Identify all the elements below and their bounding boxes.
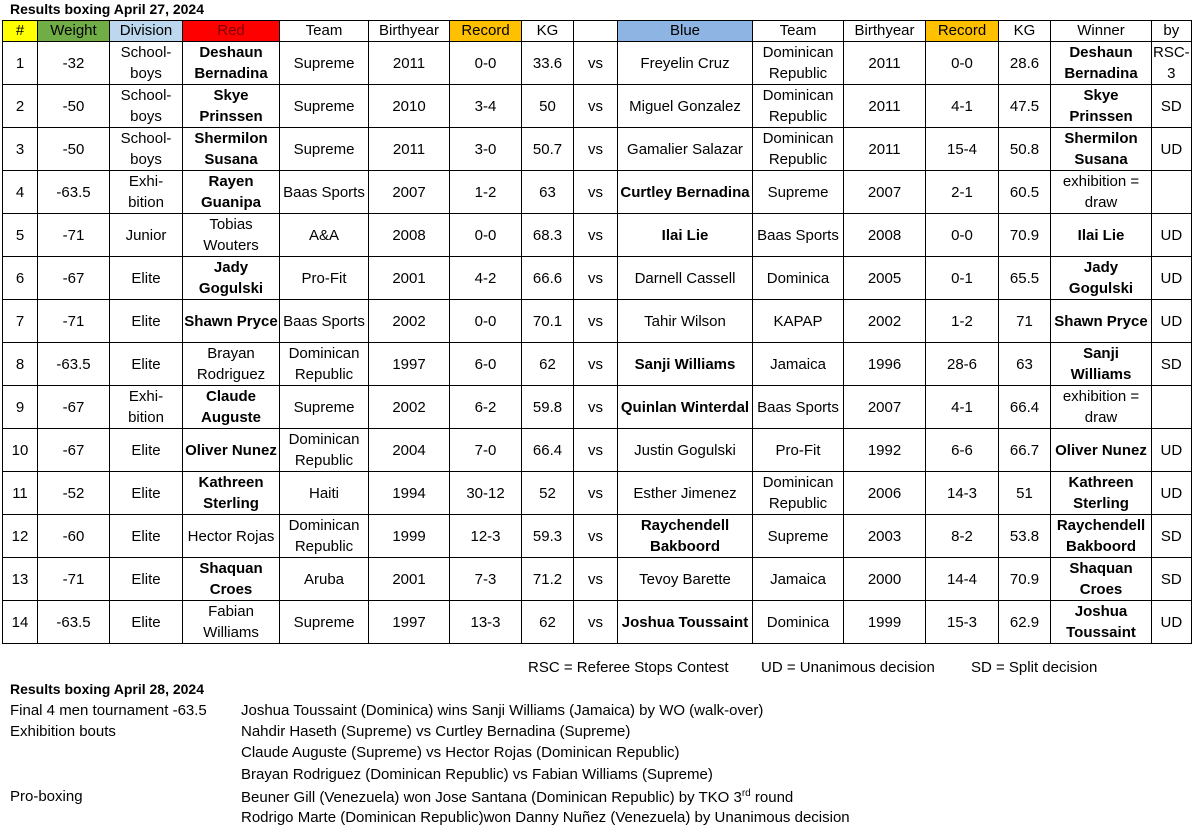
header-blue-birthyear: Birthyear — [844, 21, 926, 42]
cell-method: SD — [1152, 343, 1192, 386]
cell-red-team: Supreme — [280, 42, 369, 85]
cell-red-birthyear: 2002 — [369, 386, 450, 429]
cell-blue-kg: 66.4 — [999, 386, 1051, 429]
cell-winner: Kathreen Sterling — [1051, 472, 1152, 515]
cell-blue-kg: 47.5 — [999, 85, 1051, 128]
cell-method: UD — [1152, 128, 1192, 171]
cell-red-team: Baas Sports — [280, 300, 369, 343]
cell-red-birthyear: 1994 — [369, 472, 450, 515]
cell-red-birthyear: 2004 — [369, 429, 450, 472]
cell-blue-kg: 70.9 — [999, 214, 1051, 257]
cell-weight: -63.5 — [38, 343, 110, 386]
cell-red-birthyear: 1997 — [369, 601, 450, 644]
header-red: Red — [183, 21, 280, 42]
table-row — [3, 558, 1192, 601]
cell-blue-boxer: Miguel Gonzalez — [618, 85, 753, 128]
cell-red-kg: 63 — [522, 171, 574, 214]
cell-red-birthyear: 2008 — [369, 214, 450, 257]
cell-weight: -67 — [38, 429, 110, 472]
table-header-row — [3, 21, 1192, 42]
cell-num: 10 — [3, 429, 38, 472]
cell-blue-birthyear: 1996 — [844, 343, 926, 386]
cell-red-team: A&A — [280, 214, 369, 257]
cell-red-kg: 50.7 — [522, 128, 574, 171]
cell-blue-boxer: Esther Jimenez — [618, 472, 753, 515]
cell-red-boxer: Tobias Wouters — [183, 214, 280, 257]
legend-rsc: RSC = Referee Stops Contest — [528, 659, 729, 676]
cell-red-team: Dominican Republic — [280, 515, 369, 558]
results-table — [2, 20, 1192, 644]
cell-red-birthyear: 2002 — [369, 300, 450, 343]
cell-red-kg: 50 — [522, 85, 574, 128]
header-blue: Blue — [618, 21, 753, 42]
cell-weight: -63.5 — [38, 601, 110, 644]
cell-red-record: 12-3 — [450, 515, 522, 558]
cell-division: Elite — [110, 257, 183, 300]
cell-red-team: Supreme — [280, 386, 369, 429]
cell-blue-record: 2-1 — [926, 171, 999, 214]
cell-blue-team: Dominican Republic — [753, 42, 844, 85]
cell-vs: vs — [574, 515, 618, 558]
cell-num: 11 — [3, 472, 38, 515]
exhibition-bout-2: Claude Auguste (Supreme) vs Hector Rojas (Dominican Republic) — [241, 744, 680, 761]
cell-num: 8 — [3, 343, 38, 386]
cell-red-kg: 66.6 — [522, 257, 574, 300]
cell-red-boxer: Rayen Guanipa — [183, 171, 280, 214]
cell-blue-kg: 62.9 — [999, 601, 1051, 644]
cell-blue-birthyear: 1992 — [844, 429, 926, 472]
cell-red-boxer: Shawn Pryce — [183, 300, 280, 343]
cell-red-team: Supreme — [280, 128, 369, 171]
cell-winner: Oliver Nunez — [1051, 429, 1152, 472]
cell-red-kg: 71.2 — [522, 558, 574, 601]
cell-red-record: 0-0 — [450, 42, 522, 85]
cell-weight: -71 — [38, 214, 110, 257]
cell-num: 7 — [3, 300, 38, 343]
cell-num: 13 — [3, 558, 38, 601]
cell-method: SD — [1152, 515, 1192, 558]
header-blue-kg: KG — [999, 21, 1051, 42]
cell-weight: -60 — [38, 515, 110, 558]
table-row — [3, 42, 1192, 85]
header-red-birthyear: Birthyear — [369, 21, 450, 42]
cell-blue-birthyear: 2011 — [844, 128, 926, 171]
cell-blue-kg: 50.8 — [999, 128, 1051, 171]
table-row — [3, 429, 1192, 472]
header-red-kg: KG — [522, 21, 574, 42]
cell-blue-record: 8-2 — [926, 515, 999, 558]
cell-method: UD — [1152, 257, 1192, 300]
cell-red-record: 0-0 — [450, 214, 522, 257]
cell-blue-record: 15-4 — [926, 128, 999, 171]
cell-red-kg: 59.8 — [522, 386, 574, 429]
cell-blue-team: Baas Sports — [753, 386, 844, 429]
cell-method — [1152, 171, 1192, 214]
cell-vs: vs — [574, 257, 618, 300]
cell-weight: -50 — [38, 85, 110, 128]
cell-red-boxer: Hector Rojas — [183, 515, 280, 558]
cell-method: SD — [1152, 85, 1192, 128]
table-row — [3, 601, 1192, 644]
cell-blue-team: Pro-Fit — [753, 429, 844, 472]
cell-red-record: 0-0 — [450, 300, 522, 343]
cell-winner: exhibition = draw — [1051, 386, 1152, 429]
cell-red-record: 7-0 — [450, 429, 522, 472]
cell-red-boxer: Claude Auguste — [183, 386, 280, 429]
cell-red-kg: 62 — [522, 601, 574, 644]
exhibition-bout-1: Nahdir Haseth (Supreme) vs Curtley Bernadina (Supreme) — [241, 723, 631, 740]
cell-red-birthyear: 2011 — [369, 42, 450, 85]
cell-blue-record: 15-3 — [926, 601, 999, 644]
cell-division: Exhi-bition — [110, 171, 183, 214]
cell-num: 5 — [3, 214, 38, 257]
cell-weight: -52 — [38, 472, 110, 515]
cell-blue-team: Jamaica — [753, 558, 844, 601]
cell-red-team: Haiti — [280, 472, 369, 515]
cell-num: 2 — [3, 85, 38, 128]
cell-winner: Shawn Pryce — [1051, 300, 1152, 343]
header-blue-record: Record — [926, 21, 999, 42]
cell-weight: -71 — [38, 558, 110, 601]
cell-blue-record: 14-3 — [926, 472, 999, 515]
cell-red-boxer: Skye Prinssen — [183, 85, 280, 128]
cell-vs: vs — [574, 429, 618, 472]
cell-num: 14 — [3, 601, 38, 644]
cell-blue-boxer: Freyelin Cruz — [618, 42, 753, 85]
cell-blue-birthyear: 2007 — [844, 386, 926, 429]
cell-blue-record: 14-4 — [926, 558, 999, 601]
header-blue-team: Team — [753, 21, 844, 42]
cell-division: Elite — [110, 515, 183, 558]
cell-blue-team: Dominican Republic — [753, 85, 844, 128]
table-row — [3, 386, 1192, 429]
cell-blue-birthyear: 2007 — [844, 171, 926, 214]
legend-sd: SD = Split decision — [971, 659, 1098, 676]
cell-vs: vs — [574, 85, 618, 128]
cell-division: Elite — [110, 558, 183, 601]
cell-division: Exhi-bition — [110, 386, 183, 429]
table-row — [3, 515, 1192, 558]
cell-blue-boxer: Tevoy Barette — [618, 558, 753, 601]
cell-method: UD — [1152, 601, 1192, 644]
cell-num: 12 — [3, 515, 38, 558]
cell-vs: vs — [574, 128, 618, 171]
cell-blue-team: Supreme — [753, 515, 844, 558]
cell-division: Elite — [110, 343, 183, 386]
cell-red-team: Pro-Fit — [280, 257, 369, 300]
cell-blue-birthyear: 2011 — [844, 42, 926, 85]
cell-winner: Deshaun Bernadina — [1051, 42, 1152, 85]
cell-division: Elite — [110, 300, 183, 343]
cell-division: Elite — [110, 472, 183, 515]
cell-red-birthyear: 1997 — [369, 343, 450, 386]
final-result: Joshua Toussaint (Dominica) wins Sanji Williams (Jamaica) by WO (walk-over) — [241, 702, 764, 719]
cell-blue-kg: 63 — [999, 343, 1051, 386]
cell-red-birthyear: 1999 — [369, 515, 450, 558]
pro-bout-1-tail: round — [750, 789, 794, 806]
cell-winner: Shaquan Croes — [1051, 558, 1152, 601]
cell-red-kg: 70.1 — [522, 300, 574, 343]
cell-blue-team: KAPAP — [753, 300, 844, 343]
cell-vs: vs — [574, 171, 618, 214]
cell-blue-record: 4-1 — [926, 85, 999, 128]
cell-vs: vs — [574, 343, 618, 386]
pro-bout-1-ordinal: rd — [741, 788, 751, 799]
table-row — [3, 128, 1192, 171]
cell-blue-birthyear: 1999 — [844, 601, 926, 644]
cell-num: 6 — [3, 257, 38, 300]
cell-blue-boxer: Curtley Bernadina — [618, 171, 753, 214]
title-april-28: Results boxing April 28, 2024 — [10, 681, 204, 697]
title-april-27: Results boxing April 27, 2024 — [10, 1, 204, 17]
cell-blue-kg: 71 — [999, 300, 1051, 343]
cell-blue-team: Dominican Republic — [753, 128, 844, 171]
cell-blue-birthyear: 2008 — [844, 214, 926, 257]
cell-blue-record: 0-0 — [926, 214, 999, 257]
cell-blue-boxer: Darnell Cassell — [618, 257, 753, 300]
cell-red-record: 4-2 — [450, 257, 522, 300]
cell-vs: vs — [574, 300, 618, 343]
table-row — [3, 85, 1192, 128]
cell-red-team: Dominican Republic — [280, 429, 369, 472]
cell-red-kg: 66.4 — [522, 429, 574, 472]
cell-weight: -67 — [38, 386, 110, 429]
cell-blue-kg: 51 — [999, 472, 1051, 515]
cell-division: School-boys — [110, 85, 183, 128]
exhibition-label: Exhibition bouts — [10, 723, 116, 740]
cell-vs: vs — [574, 601, 618, 644]
header-winner: Winner — [1051, 21, 1152, 42]
cell-red-record: 6-0 — [450, 343, 522, 386]
cell-red-boxer: Kathreen Sterling — [183, 472, 280, 515]
cell-vs: vs — [574, 42, 618, 85]
cell-red-birthyear: 2011 — [369, 128, 450, 171]
cell-num: 3 — [3, 128, 38, 171]
cell-weight: -32 — [38, 42, 110, 85]
cell-blue-record: 4-1 — [926, 386, 999, 429]
cell-red-team: Aruba — [280, 558, 369, 601]
cell-red-boxer: Shermilon Susana — [183, 128, 280, 171]
cell-red-kg: 62 — [522, 343, 574, 386]
final-label: Final 4 men tournament -63.5 — [10, 702, 207, 719]
table-row — [3, 300, 1192, 343]
cell-red-team: Baas Sports — [280, 171, 369, 214]
cell-red-boxer: Fabian Williams — [183, 601, 280, 644]
cell-blue-team: Dominica — [753, 257, 844, 300]
cell-blue-boxer: Joshua Toussaint — [618, 601, 753, 644]
cell-vs: vs — [574, 472, 618, 515]
cell-blue-boxer: Justin Gogulski — [618, 429, 753, 472]
cell-method: UD — [1152, 472, 1192, 515]
cell-blue-team: Supreme — [753, 171, 844, 214]
cell-red-record: 1-2 — [450, 171, 522, 214]
cell-method: UD — [1152, 214, 1192, 257]
pro-bout-1-main: Beuner Gill (Venezuela) won Jose Santana (Dominican Republic) by TKO 3 — [241, 789, 742, 806]
cell-red-kg: 59.3 — [522, 515, 574, 558]
cell-red-birthyear: 2001 — [369, 558, 450, 601]
header-by: by — [1152, 21, 1192, 42]
header-red-team: Team — [280, 21, 369, 42]
cell-blue-team: Jamaica — [753, 343, 844, 386]
cell-winner: Jady Gogulski — [1051, 257, 1152, 300]
cell-red-boxer: Oliver Nunez — [183, 429, 280, 472]
cell-blue-record: 1-2 — [926, 300, 999, 343]
header-red-record: Record — [450, 21, 522, 42]
cell-vs: vs — [574, 214, 618, 257]
header-num: # — [3, 21, 38, 42]
cell-red-birthyear: 2010 — [369, 85, 450, 128]
cell-red-record: 7-3 — [450, 558, 522, 601]
cell-blue-boxer: Raychendell Bakboord — [618, 515, 753, 558]
cell-method: UD — [1152, 429, 1192, 472]
cell-blue-kg: 66.7 — [999, 429, 1051, 472]
table-row — [3, 257, 1192, 300]
cell-blue-boxer: Quinlan Winterdal — [618, 386, 753, 429]
cell-method — [1152, 386, 1192, 429]
cell-blue-kg: 28.6 — [999, 42, 1051, 85]
cell-red-birthyear: 2001 — [369, 257, 450, 300]
cell-vs: vs — [574, 386, 618, 429]
cell-blue-birthyear: 2003 — [844, 515, 926, 558]
cell-red-kg: 33.6 — [522, 42, 574, 85]
header-vs-blank — [574, 21, 618, 42]
cell-red-boxer: Deshaun Bernadina — [183, 42, 280, 85]
cell-blue-record: 0-0 — [926, 42, 999, 85]
cell-blue-team: Dominica — [753, 601, 844, 644]
cell-red-team: Supreme — [280, 601, 369, 644]
table-row — [3, 214, 1192, 257]
cell-blue-birthyear: 2002 — [844, 300, 926, 343]
legend-ud: UD = Unanimous decision — [761, 659, 935, 676]
cell-division: Junior — [110, 214, 183, 257]
cell-weight: -67 — [38, 257, 110, 300]
cell-red-record: 3-4 — [450, 85, 522, 128]
cell-winner: Joshua Toussaint — [1051, 601, 1152, 644]
cell-red-boxer: Shaquan Croes — [183, 558, 280, 601]
cell-red-record: 6-2 — [450, 386, 522, 429]
cell-winner: Sanji Williams — [1051, 343, 1152, 386]
pro-boxing-label: Pro-boxing — [10, 788, 83, 805]
cell-blue-boxer: Tahir Wilson — [618, 300, 753, 343]
cell-num: 9 — [3, 386, 38, 429]
cell-red-record: 3-0 — [450, 128, 522, 171]
cell-blue-record: 6-6 — [926, 429, 999, 472]
cell-weight: -63.5 — [38, 171, 110, 214]
cell-winner: Shermilon Susana — [1051, 128, 1152, 171]
cell-method: UD — [1152, 300, 1192, 343]
cell-blue-kg: 60.5 — [999, 171, 1051, 214]
cell-red-birthyear: 2007 — [369, 171, 450, 214]
cell-blue-boxer: Sanji Williams — [618, 343, 753, 386]
cell-red-boxer: Jady Gogulski — [183, 257, 280, 300]
pro-bout-2: Rodrigo Marte (Dominican Republic)won Danny Nuñez (Venezuela) by Unanimous decision — [241, 809, 850, 826]
cell-division: Elite — [110, 601, 183, 644]
cell-blue-kg: 65.5 — [999, 257, 1051, 300]
cell-vs: vs — [574, 558, 618, 601]
cell-red-team: Dominican Republic — [280, 343, 369, 386]
table-row — [3, 472, 1192, 515]
cell-num: 1 — [3, 42, 38, 85]
cell-blue-record: 0-1 — [926, 257, 999, 300]
cell-blue-team: Dominican Republic — [753, 472, 844, 515]
cell-winner: Skye Prinssen — [1051, 85, 1152, 128]
cell-winner: Raychendell Bakboord — [1051, 515, 1152, 558]
cell-blue-birthyear: 2005 — [844, 257, 926, 300]
cell-blue-birthyear: 2006 — [844, 472, 926, 515]
cell-red-record: 13-3 — [450, 601, 522, 644]
cell-weight: -50 — [38, 128, 110, 171]
cell-red-record: 30-12 — [450, 472, 522, 515]
cell-blue-kg: 70.9 — [999, 558, 1051, 601]
cell-red-kg: 68.3 — [522, 214, 574, 257]
table-row — [3, 343, 1192, 386]
cell-red-boxer: Brayan Rodriguez — [183, 343, 280, 386]
cell-method: SD — [1152, 558, 1192, 601]
cell-blue-record: 28-6 — [926, 343, 999, 386]
cell-red-team: Supreme — [280, 85, 369, 128]
cell-red-kg: 52 — [522, 472, 574, 515]
cell-blue-boxer: Gamalier Salazar — [618, 128, 753, 171]
header-division: Division — [110, 21, 183, 42]
cell-blue-boxer: Ilai Lie — [618, 214, 753, 257]
cell-blue-team: Baas Sports — [753, 214, 844, 257]
cell-method: RSC-3 — [1152, 42, 1192, 85]
cell-blue-birthyear: 2011 — [844, 85, 926, 128]
cell-winner: exhibition = draw — [1051, 171, 1152, 214]
cell-division: School-boys — [110, 128, 183, 171]
cell-num: 4 — [3, 171, 38, 214]
cell-division: Elite — [110, 429, 183, 472]
header-weight: Weight — [38, 21, 110, 42]
pro-bout-1 — [241, 788, 793, 806]
cell-weight: -71 — [38, 300, 110, 343]
exhibition-bout-3: Brayan Rodriguez (Dominican Republic) vs Fabian Williams (Supreme) — [241, 766, 713, 783]
cell-blue-birthyear: 2000 — [844, 558, 926, 601]
cell-division: School-boys — [110, 42, 183, 85]
table-row — [3, 171, 1192, 214]
cell-winner: Ilai Lie — [1051, 214, 1152, 257]
cell-blue-kg: 53.8 — [999, 515, 1051, 558]
